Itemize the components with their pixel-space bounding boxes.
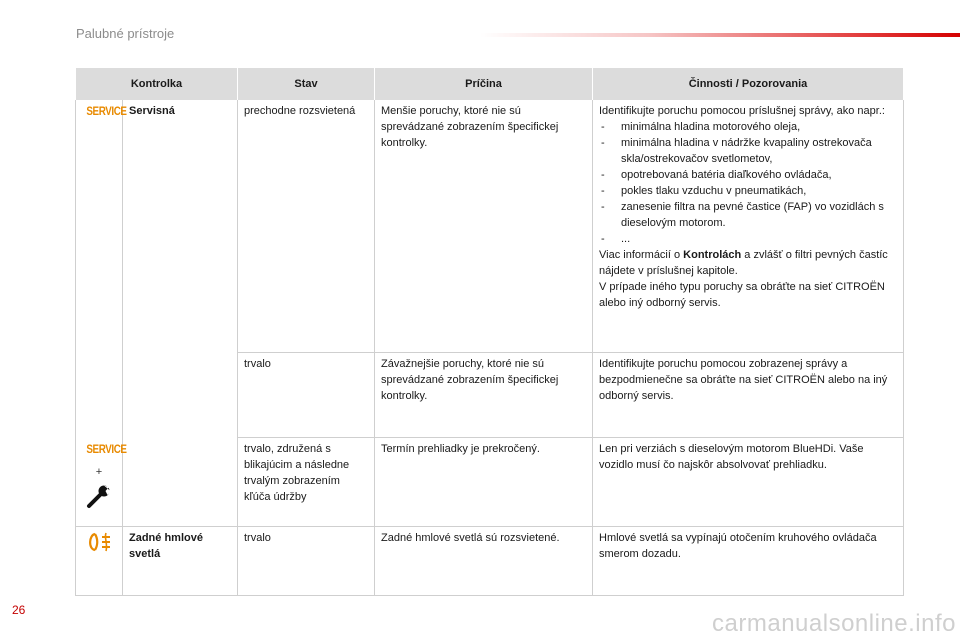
service-action-3: Len pri verziách s dieselovým motorom BlueHDi. Vaše vozidlo musí čo najskôr absolvovať prehliadku.: [593, 438, 904, 527]
service-action-1-other: V prípade iného typu poruchy sa obráťte na sieť CITROËN alebo iný odborný servis.: [599, 281, 885, 309]
table-row: [76, 100, 904, 353]
service-action-1-more: [599, 247, 897, 279]
list-item: - minimálna hladina v nádržke kvapaliny ostrekovača skla/ostrekovačov svetlometov,: [599, 135, 897, 167]
service-action-1-intro: Identifikujte poruchu pomocou príslušnej správy, ako napr.:: [599, 105, 885, 117]
header-cinnosti: Činnosti / Pozorovania: [593, 68, 904, 100]
table-row: [76, 527, 904, 596]
rear-fog-icon-cell: [76, 527, 123, 596]
service-cause-1: Menšie poruchy, ktoré nie sú sprevádzané zobrazením špecifickej kontrolky.: [375, 100, 593, 353]
table-header-row: [76, 68, 904, 100]
service-cause-2: Závažnejšie poruchy, ktoré nie sú sprevádzané zobrazením špecifickej kontrolky.: [375, 353, 593, 438]
service-cause-3: Termín prehliadky je prekročený.: [375, 438, 593, 527]
title-accent-bar: [480, 33, 960, 37]
service-state-3: trvalo, združená s blikajúcim a následne trvalým zobrazením kľúča údržby: [238, 438, 375, 527]
service-warning-icon: SERVICE: [86, 104, 127, 118]
rear-fog-cause: Zadné hmlové svetlá sú rozsvietené.: [375, 527, 593, 596]
page-number: 26: [12, 603, 26, 617]
service-icon-cell: [76, 100, 127, 353]
rear-fog-light-icon: [84, 530, 114, 554]
service-action-2: Identifikujte poruchu pomocou zobrazenej správy a bezpodmienečne sa obráťte na sieť CITROËN alebo na iný odborný servis.: [593, 353, 904, 438]
rear-fog-name: Zadné hmlové svetlá: [123, 527, 238, 596]
service-state-1: prechodne rozsvietená: [238, 100, 375, 353]
wrench-icon: [85, 482, 113, 510]
service-warning-icon: SERVICE: [86, 441, 127, 456]
header-stav: Stav: [238, 68, 375, 100]
watermark: carmanualsonline.info: [712, 610, 956, 637]
service-action-1: [593, 100, 904, 353]
rear-fog-state: trvalo: [238, 527, 375, 596]
list-item: - ...: [599, 231, 897, 247]
list-item: - zanesenie filtra na pevné častice (FAP) vo vozidlách s dieselovým motorom.: [599, 199, 897, 231]
service-action-1-list: [599, 119, 897, 247]
list-item: - minimálna hladina motorového oleja,: [599, 119, 897, 135]
more-prefix: Viac informácií o: [599, 249, 684, 261]
header-pricina: Príčina: [375, 68, 593, 100]
rear-fog-action: Hmlové svetlá sa vypínajú otočením kruhového ovládača smerom dozadu.: [593, 527, 904, 596]
list-item: - pokles tlaku vzduchu v pneumatikách,: [599, 183, 897, 199]
list-item: - opotrebovaná batéria diaľkového ovládača,: [599, 167, 897, 183]
empty-icon-cell: [76, 353, 123, 438]
header-kontrolka: Kontrolka: [76, 68, 238, 100]
more-bold-link-text: Kontrolách: [683, 249, 742, 261]
service-name: Servisná: [123, 100, 238, 527]
plus-sign: +: [95, 465, 103, 478]
service-wrench-icon-cell: [76, 438, 127, 527]
warning-lights-table: [75, 68, 904, 596]
service-state-2: trvalo: [238, 353, 375, 438]
more-suffix: a zvlášť o filtri pevných častíc nájdete v príslušnej kapitole.: [599, 249, 888, 277]
section-title: Palubné prístroje: [76, 26, 175, 41]
